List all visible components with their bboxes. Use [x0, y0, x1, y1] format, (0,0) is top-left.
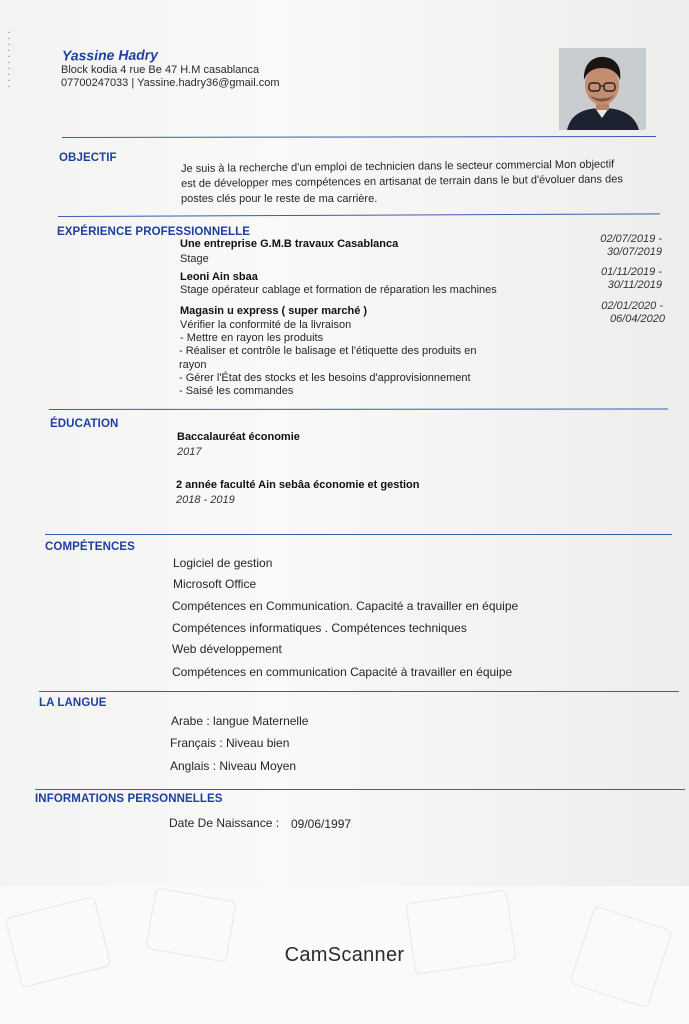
skill-5: Web développement	[172, 642, 282, 656]
job-3-detail-1: Vérifier la conformité de la livraison	[180, 319, 352, 331]
experience-divider	[49, 408, 668, 410]
birth-label: Date De Naissance :	[169, 816, 280, 830]
experience-title: EXPÉRIENCE PROFESSIONNELLE	[57, 226, 251, 238]
job-3-company: Magasin u express ( super marché )	[180, 305, 368, 317]
skill-3: Compétences en Communication. Capacité a travailler en équipe	[172, 599, 519, 613]
scan-edge-marks: ▪ ▪ ▪ ▪ ▪ ▪ ▪ ▪ ▪ ▪	[8, 30, 10, 90]
job-1-date-end: 30/07/2019	[606, 246, 662, 258]
objectif-title: OBJECTIF	[59, 152, 117, 164]
footer-doodle-1	[5, 896, 112, 988]
profile-photo	[559, 48, 646, 130]
job-2-company: Leoni Ain sbaa	[180, 271, 258, 283]
portrait-icon	[559, 48, 646, 130]
langue-1: Arabe : langue Maternelle	[171, 714, 309, 728]
job-3-detail-3: - Réaliser et contrôle le balisage et l'étiquette des produits en	[179, 345, 477, 357]
competences-divider	[39, 691, 679, 692]
job-3-detail-6: - Saisé les commandes	[179, 385, 294, 397]
camscanner-brand: CamScanner	[284, 944, 405, 966]
skill-1: Logiciel de gestion	[173, 556, 273, 570]
birth-value: 09/06/1997	[291, 817, 352, 831]
address-text: Block kodia 4 rue Be 47 H.M casablanca	[61, 64, 260, 76]
job-3-detail-4: rayon	[179, 359, 207, 371]
job-1-date-start: 02/07/2019 -	[600, 233, 662, 245]
education-2-degree: 2 année faculté Ain sebâa économie et gestion	[176, 479, 420, 491]
job-3-detail-5: - Gérer l'État des stocks et les besoins d'approvisionnement	[179, 372, 471, 384]
job-2-detail: Stage opérateur cablage et formation de réparation les machines	[180, 284, 497, 296]
langue-3: Anglais : Niveau Moyen	[170, 759, 297, 773]
objectif-line-2: est de développer mes compétences en artisanat de terrain dans le but d'évoluer dans des	[181, 173, 623, 190]
langue-2: Français : Niveau bien	[170, 736, 290, 750]
education-1-year: 2017	[177, 446, 202, 458]
skill-6: Compétences en communication Capacité à travailler en équipe	[172, 665, 513, 679]
job-1-detail: Stage	[180, 253, 209, 265]
job-3-date-end: 06/04/2020	[609, 313, 665, 325]
job-2-date-end: 30/11/2019	[607, 279, 662, 291]
langue-title: LA LANGUE	[39, 697, 107, 709]
scanner-footer	[0, 886, 689, 1024]
langue-divider	[35, 789, 685, 790]
objectif-line-1: Je suis à la recherche d'un emploi de technicien dans le secteur commercial Mon objectif	[181, 158, 615, 175]
job-3-date-start: 02/01/2020 -	[601, 300, 663, 312]
skill-4: Compétences informatiques . Compétences techniques	[172, 621, 467, 635]
skill-2: Microsoft Office	[173, 577, 257, 591]
infos-title: INFORMATIONS PERSONNELLES	[35, 793, 223, 805]
objectif-line-3: postes clés pour le reste de ma carrière.	[181, 193, 378, 205]
candidate-name: Yassine Hadry	[61, 46, 159, 64]
job-1-company: Une entreprise G.M.B travaux Casablanca	[180, 238, 399, 250]
education-1-degree: Baccalauréat économie	[177, 431, 300, 443]
education-2-year: 2018 - 2019	[176, 494, 235, 506]
job-3-detail-2: - Mettre en rayon les produits	[180, 332, 324, 344]
competences-title: COMPÉTENCES	[45, 541, 135, 553]
header-divider	[62, 136, 656, 138]
education-title: ÉDUCATION	[50, 418, 119, 430]
objectif-divider	[58, 213, 660, 217]
job-2-date-start: 01/11/2019 -	[601, 266, 662, 278]
education-divider	[45, 534, 672, 535]
phone-email-text: 07700247033 | Yassine.hadry36@gmail.com	[61, 77, 280, 89]
